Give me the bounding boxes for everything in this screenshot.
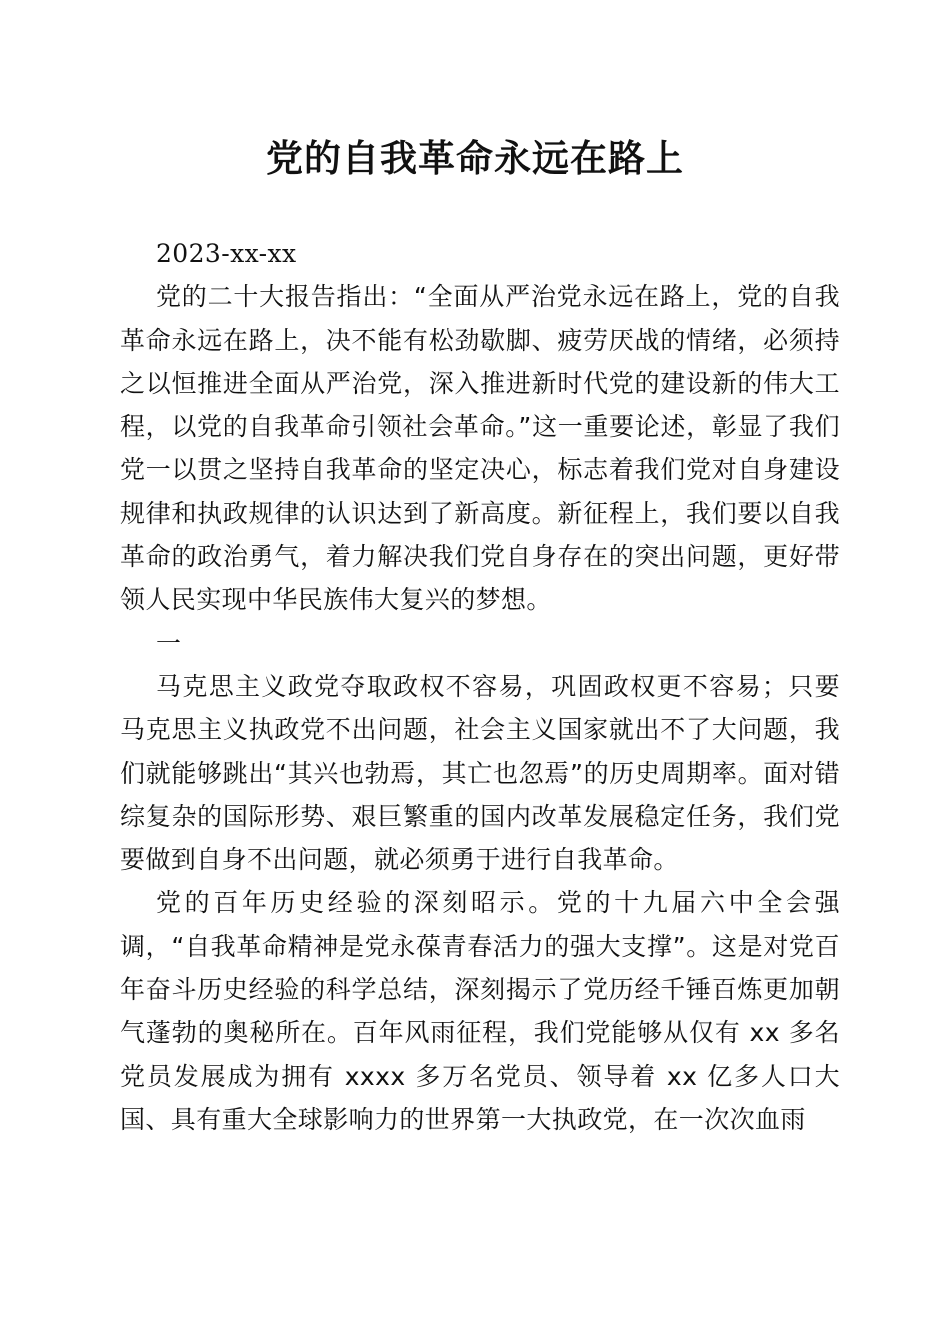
paragraph-history-lesson: 党的百年历史经验的深刻昭示。党的十九届六中全会强调，“自我革命精神是党永葆青春活力的强大支撑”。这是对党百年奋斗历史经验的科学总结，深刻揭示了党历经千锤百炼更加朝气蓬勃的奥秘所在。百年风雨征程，我们党能够从仅有 xx 多名党员发展成为拥有 xxxx 多万名党员、领导着 xx 亿多人口大国、具有重大全球影响力的世界第一大执政党，在一次次血雨 bbox=[120, 888, 840, 1134]
section-number-one: 一 bbox=[156, 628, 182, 658]
document-title: 党的自我革命永远在路上 bbox=[266, 136, 684, 180]
document-body bbox=[120, 232, 840, 1141]
paragraph-section-one: 马克思主义政党夺取政权不容易，巩固政权更不容易；只要马克思主义执政党不出问题，社会主义国家就出不了大问题，我们就能够跳出“其兴也勃焉，其亡也忽焉”的历史周期率。面对错综复杂的国际形势、艰巨繁重的国内改革发展稳定任务，我们党要做到自身不出问题，就必须勇于进行自我革命。 bbox=[120, 671, 840, 875]
paragraph-intro: 党的二十大报告指出：“全面从严治党永远在路上，党的自我革命永远在路上，决不能有松劲歇脚、疲劳厌战的情绪，必须持之以恒推进全面从严治党，深入推进新时代党的建设新的伟大工程，以党的自我革命引领社会革命。”这一重要论述，彰显了我们党一以贯之坚持自我革命的坚定决心，标志着我们党对自身建设规律和执政规律的认识达到了新高度。新征程上，我们要以自我革命的政治勇气，着力解决我们党自身存在的突出问题，更好带领人民实现中华民族伟大复兴的梦想。 bbox=[120, 282, 840, 615]
document-date: 2023-xx-xx bbox=[156, 239, 297, 268]
